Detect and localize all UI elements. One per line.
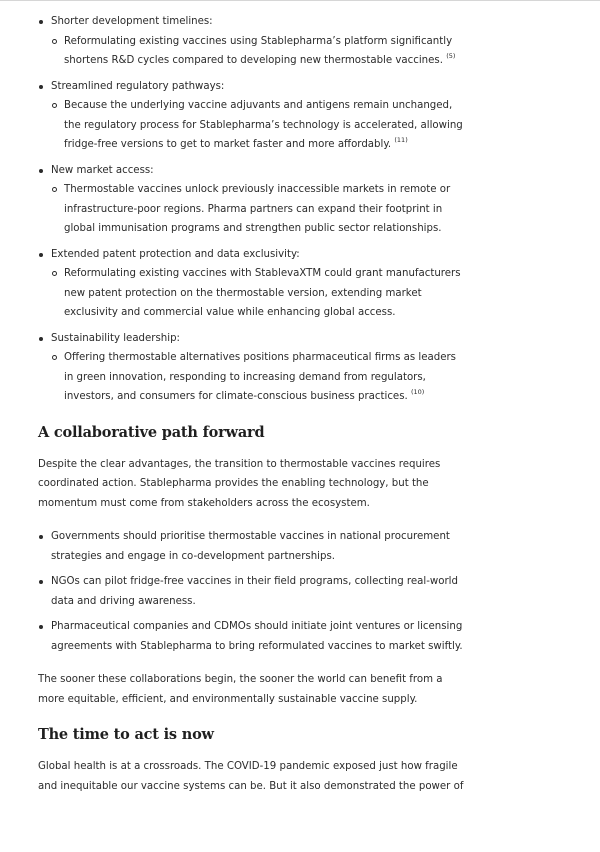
article-body [38, 16, 468, 810]
benefit-title: Shorter development timelines: [51, 16, 213, 27]
list-item [38, 77, 468, 155]
top-divider [0, 0, 600, 1]
sub-list-item [51, 96, 468, 155]
list-item: NGOs can pilot fridge-free vaccines in their field programs, collecting real-world data and driving awareness. [38, 572, 468, 611]
reference-marker: (10) [410, 388, 425, 396]
section-heading-act-now: The time to act is now [38, 726, 214, 743]
collab-intro-paragraph: Despite the clear advantages, the transition to thermostable vaccines requires coordinated action. Stablepharma provides the enabling technology, but the momentum must come from stakeholders across the ecosystem. [38, 458, 441, 509]
sub-list [51, 180, 468, 239]
sub-list [51, 264, 468, 323]
benefits-list [38, 12, 468, 407]
benefit-title: Extended patent protection and data exclusivity: [51, 248, 300, 260]
reference-marker: (11) [394, 136, 408, 144]
sub-list [51, 348, 468, 407]
benefit-title: Streamlined regulatory pathways: [51, 80, 225, 92]
benefit-detail: Thermostable vaccines unlock previously inaccessible markets in remote or infrastructure-poor regions. Pharma partners can expand their footprint in global immunisation programs and strengthen public sector relationships. [64, 184, 451, 234]
sub-list [51, 96, 468, 155]
benefit-title: Sustainability leadership: [51, 332, 180, 344]
act-now-intro-paragraph: Global health is at a crossroads. The COVID-19 pandemic exposed just how fragile and inequitable our vaccine systems can be. But it also demonstrated the power of [38, 761, 464, 792]
benefit-detail: Reformulating existing vaccines with StablevaXTM could grant manufacturers new patent protection on the thermostable version, extending market exclusivity and commercial value while enhancing global access. [64, 268, 461, 318]
list-item: Governments should prioritise thermostable vaccines in national procurement strategies and engage in co-development partnerships. [38, 527, 468, 566]
list-item [38, 12, 468, 71]
benefit-detail: Offering thermostable alternatives positions pharmaceutical firms as leaders in green innovation, responding to increasing demand from regulators, investors, and consumers for climate-conscious business practices. [64, 352, 456, 402]
sub-list-item [51, 32, 468, 71]
list-item [38, 245, 468, 323]
list-item [38, 329, 468, 407]
sub-list-item [51, 180, 468, 239]
benefit-detail: Reformulating existing vaccines using Stablepharma’s platform significantly shortens R&D cycles compared to developing new thermostable vaccines. [64, 35, 453, 66]
benefit-detail: Because the underlying vaccine adjuvants and antigens remain unchanged, the regulatory process for Stablepharma’s technology is accelerated, allowing fridge-free versions to get to market faster and more affordably. [64, 100, 463, 150]
list-item [38, 161, 468, 239]
stakeholder-list [38, 527, 468, 656]
list-item: Pharmaceutical companies and CDMOs should initiate joint ventures or licensing agreements with Stablepharma to bring reformulated vaccines to market swiftly. [38, 617, 468, 656]
reference-marker: (5) [446, 52, 456, 60]
section-heading-collaborative: A collaborative path forward [38, 423, 265, 441]
benefit-title: New market access: [51, 164, 154, 176]
sub-list-item [51, 348, 468, 407]
sub-list [51, 32, 468, 71]
collab-outro-paragraph: The sooner these collaborations begin, the sooner the world can benefit from a more equitable, efficient, and environmentally sustainable vaccine supply. [38, 674, 443, 705]
sub-list-item [51, 264, 468, 323]
